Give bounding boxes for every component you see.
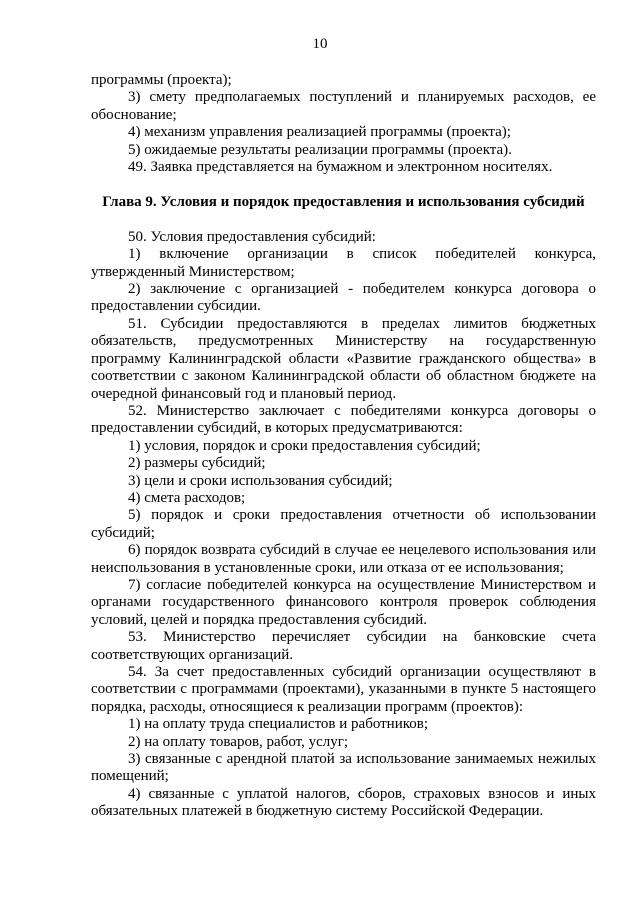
paragraph: 3) связанные с арендной платой за использование занимаемых нежилых помещений; [91,751,596,785]
paragraph: 52. Министерство заключает с победителями конкурса договоры о предоставлении субсидий, в которых предусматриваются: [91,402,596,437]
paragraph: 5) порядок и сроки предоставления отчетности об использовании субсидий; [91,507,596,541]
paragraph: 54. За счет предоставленных субсидий организации осуществляют в соответствии с программами (проектами), указанными в пункте 5 настоящего порядка, расходы, относящиеся к реализации программ (проектов): [91,664,596,715]
paragraph: 4) связанные с уплатой налогов, сборов, страховых взносов и иных обязательных платежей в бюджетную систему Российской Федерации. [91,785,596,820]
paragraph: 2) на оплату товаров, работ, услуг; [128,733,349,750]
paragraph: 3) смету предполагаемых поступлений и планируемых расходов, ее обоснование; [91,89,596,123]
paragraph: 1) условия, порядок и сроки предоставления субсидий; [128,437,481,454]
paragraph: 49. Заявка представляется на бумажном и электронном носителях. [128,159,553,176]
page-number: 10 [312,36,328,52]
paragraph: 5) ожидаемые результаты реализации программы (проекта). [128,141,512,158]
paragraph: 4) смета расходов; [128,489,246,506]
paragraph: 1) включение организации в список победителей конкурса, утвержденный Министерством; [91,246,596,280]
paragraph: 2) заключение с организацией - победителем конкурса договора о предоставлении субсидии. [91,281,596,315]
paragraph: 7) согласие победителей конкурса на осуществление Министерством и органами государственного финансового контроля проверок соблюдения условий, целей и порядка предоставления субсидий. [91,576,596,628]
paragraph: 3) цели и сроки использования субсидий; [128,472,393,489]
paragraph: 4) механизм управления реализацией программы (проекта); [128,124,511,141]
paragraph: 6) порядок возврата субсидий в случае ее нецелевого использования или неиспользования в установленные сроки, или отказа от ее использования; [91,542,596,576]
chapter-heading: Глава 9. Условия и порядок предоставления и использования субсидий [102,194,585,211]
paragraph: 50. Условия предоставления субсидий: [128,228,376,245]
paragraph: 51. Субсидии предоставляются в пределах лимитов бюджетных обязательств, предусмотренных Министерству на государственную программу Калининградской области «Развитие гражданского общества» в соответствии с законом Калининградской области об областном бюджете на очередной финансовый год и плановый период. [91,315,596,402]
paragraph: 2) размеры субсидий; [128,455,266,472]
paragraph: 53. Министерство перечисляет субсидии на банковские счета соответствующих организаций. [91,629,596,663]
paragraph: программы (проекта); [91,72,232,88]
paragraph: 1) на оплату труда специалистов и работников; [128,716,429,733]
document-body [91,72,596,821]
